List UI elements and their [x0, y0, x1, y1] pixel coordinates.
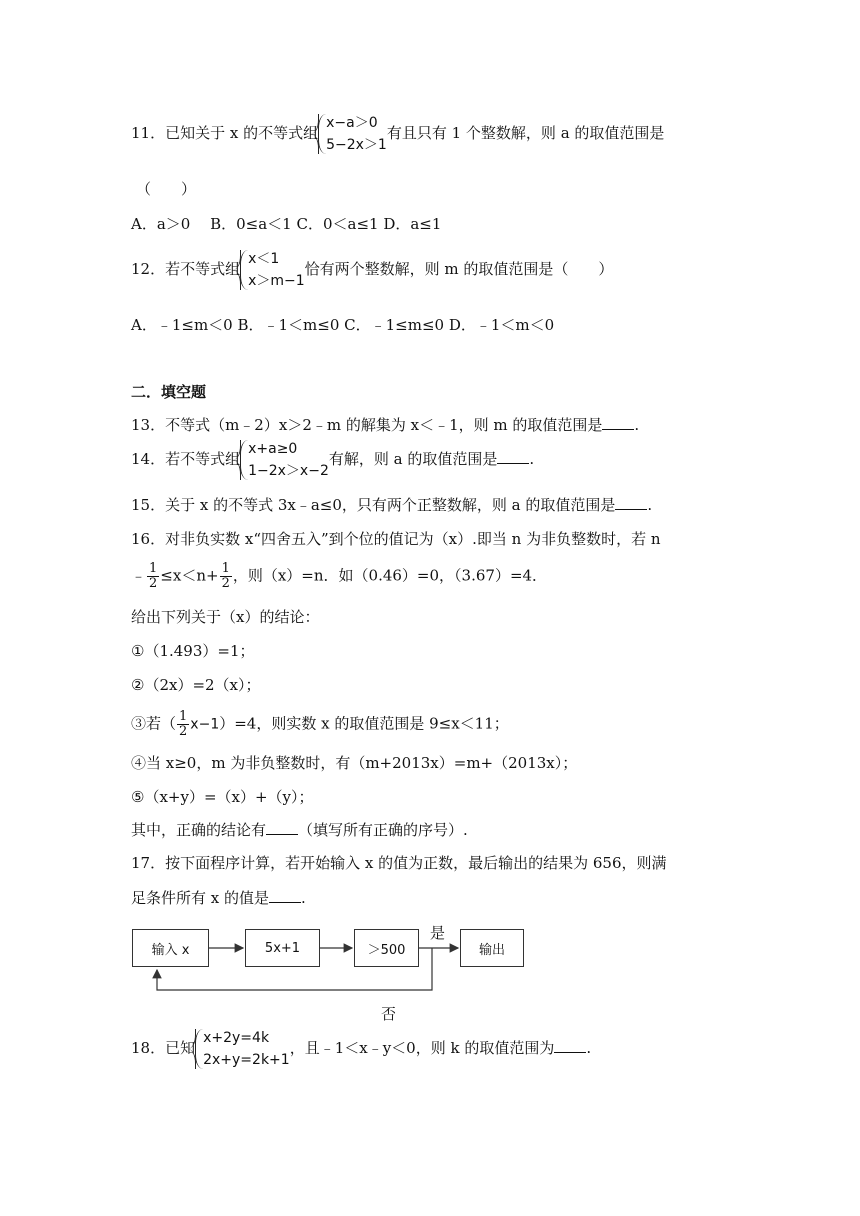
answer-blank	[615, 494, 647, 510]
q16-line2: ﹣ $\frac{1}{2}$ ≤x＜n+ $\frac{1}{2}$ ，则（x）=n．如（0.46）=0，（3.67）=4．	[131, 561, 548, 591]
q16-c5: ⑤（x+y）=（x）+（y）；	[131, 788, 314, 806]
fraction: $\frac{1}{2}$	[149, 561, 158, 591]
answer-blank	[266, 819, 298, 835]
brace	[195, 1029, 203, 1069]
flow-yes-label: 是	[430, 924, 446, 942]
equation-system: x+2y=4k 2x+y=2k+1	[195, 1027, 290, 1071]
inequality-system: x＜1 x＞m−1	[240, 248, 305, 292]
brace	[318, 114, 326, 154]
q14: 14．若不等式组 x+a≥0 1−2x＞x−2 有解，则 a 的取值范围是 .	[131, 438, 534, 482]
flow-no-label: 否	[381, 1005, 397, 1023]
q11-stem: 11．已知关于 x 的不等式组 x−a＞0 5−2x＞1 有且只有 1 个整数解，则 a 的取值范围是	[131, 112, 664, 156]
q17-line1: 17．按下面程序计算，若开始输入 x 的值为正数，最后输出的结果为 656，则满	[131, 854, 667, 872]
q16-c3: ③若（ $\frac{1}{2}$ x−1）=4，则实数 x 的取值范围是 9≤x＜11；	[131, 709, 509, 739]
q13: 13．不等式（m﹣2）x＞2﹣m 的解集为 x＜﹣1，则 m 的取值范围是 .	[131, 416, 640, 434]
answer-blank	[554, 1037, 586, 1053]
q17-line2: 足条件所有 x 的值是 .	[131, 889, 306, 907]
q15: 15．关于 x 的不等式 3x﹣a≤0，只有两个正整数解，则 a 的取值范围是 .	[131, 496, 653, 514]
inequality-system: x−a＞0 5−2x＞1	[318, 112, 387, 156]
flow-operation-box: 5x+1	[245, 929, 320, 967]
q16-end: 其中，正确的结论有 （填写所有正确的序号）.	[131, 821, 468, 839]
inequality-system: x+a≥0 1−2x＞x−2	[240, 438, 329, 482]
q11-options: A．a＞0 B．0≤a＜1 C．0＜a≤1 D．a≤1	[131, 215, 442, 233]
q16-c4: ④当 x≥0，m 为非负整数时，有（m+2013x）=m+（2013x）；	[131, 754, 578, 772]
answer-blank	[602, 414, 634, 430]
flow-output-box: 输出	[460, 929, 524, 967]
flow-compare-box: ＞500	[354, 929, 419, 967]
brace	[240, 440, 248, 480]
q16-c2: ②（2x）=2（x）；	[131, 676, 261, 694]
q16-given: 给出下列关于（x）的结论：	[131, 608, 320, 626]
fraction: $\frac{1}{2}$	[221, 561, 230, 591]
q16-line1: 16．对非负实数 x“四舍五入”到个位的值记为（x）.即当 n 为非负整数时，若 n	[131, 530, 661, 548]
q12-options: A．﹣1≤m＜0 B．﹣1＜m≤0 C．﹣1≤m≤0 D．﹣1＜m＜0	[131, 316, 555, 334]
answer-blank	[269, 887, 301, 903]
q12-stem: 12．若不等式组 x＜1 x＞m−1 恰有两个整数解，则 m 的取值范围是（ ）	[131, 248, 613, 292]
section-title: 二．填空题	[131, 383, 207, 401]
answer-blank	[497, 448, 529, 464]
q18: 18．已知 x+2y=4k 2x+y=2k+1 ，且﹣1＜x﹣y＜0，则 k 的取值范围为 .	[131, 1027, 591, 1071]
q16-c1: ①（1.493）=1；	[131, 642, 255, 660]
brace	[240, 250, 248, 290]
flow-input-box: 输入 x	[132, 929, 209, 967]
fraction: $\frac{1}{2}$	[179, 709, 188, 739]
q11-paren: （ ）	[136, 180, 197, 198]
